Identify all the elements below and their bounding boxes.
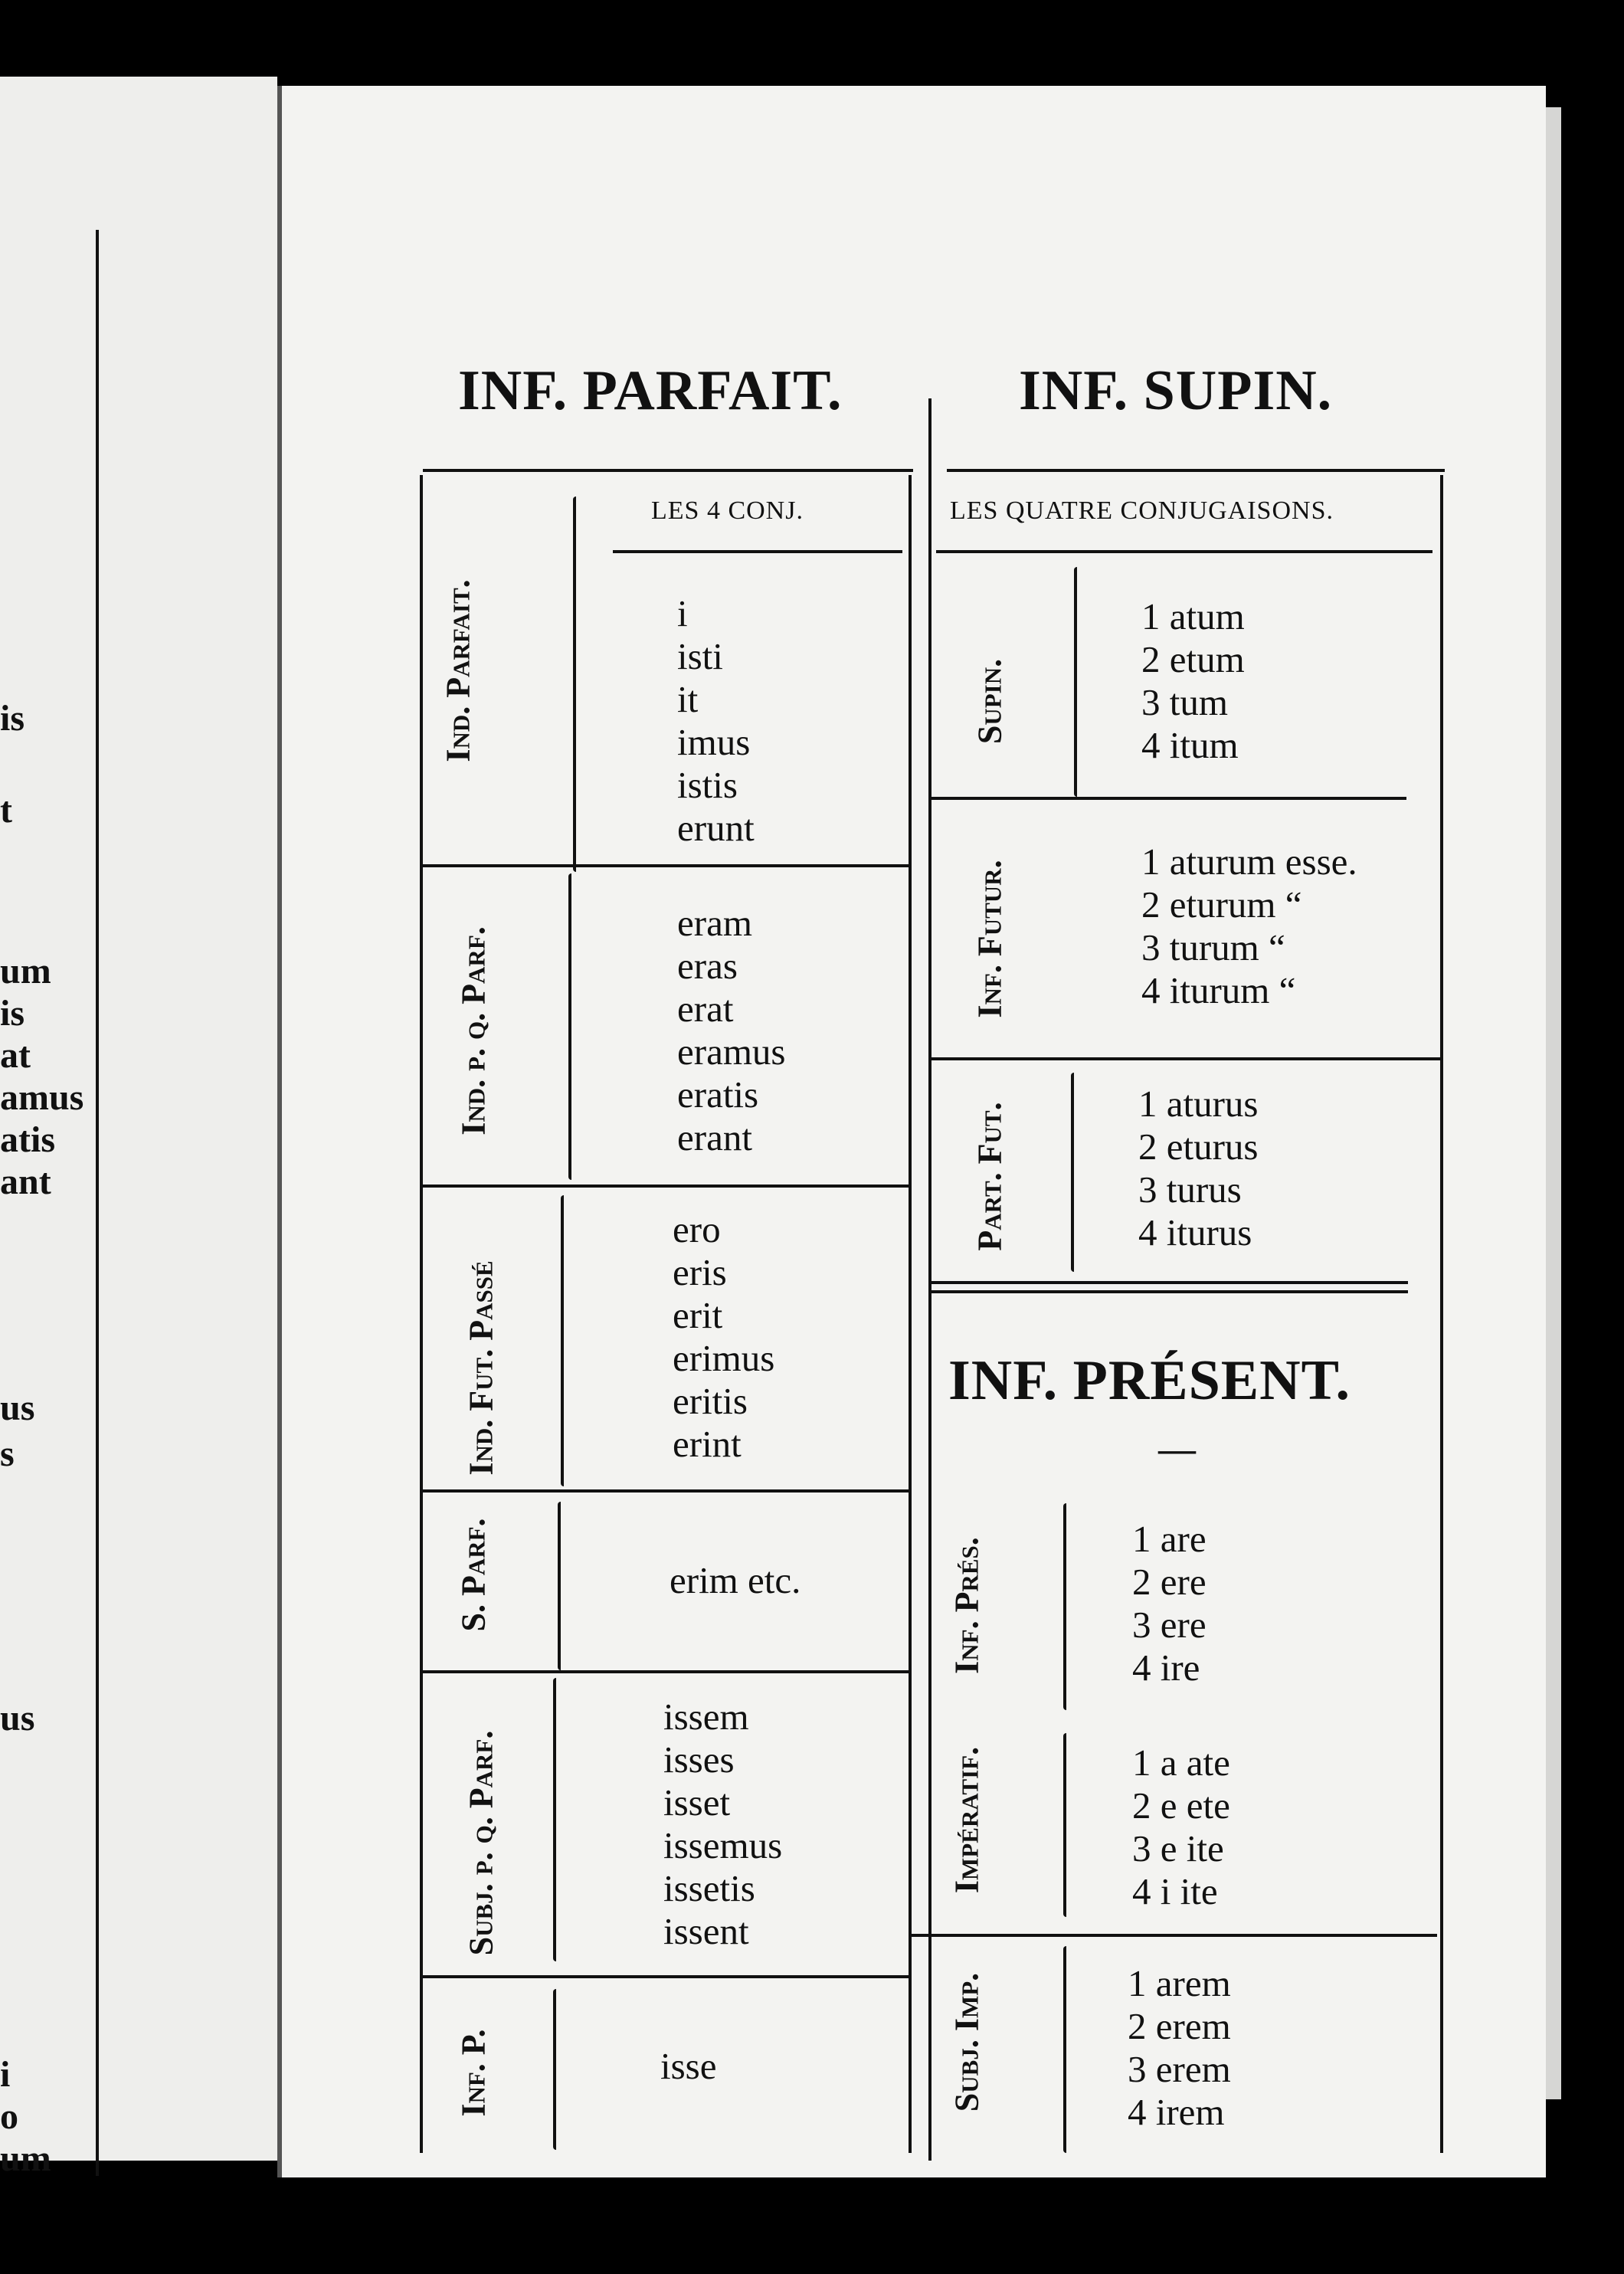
form: eris [673,1251,727,1293]
form: 4 iturus [1138,1211,1252,1253]
form: erant [677,1116,752,1158]
form: 4 i ite [1132,1870,1218,1912]
row-divider [909,1934,1437,1937]
label-ind-pq-parf: Ind. p. q. Parf. [454,926,493,1135]
form: issetis [663,1867,755,1909]
form: it [677,678,699,720]
label-inf-p: Inf. P. [454,2029,493,2117]
table-left-rule [420,475,423,2153]
form: 2 e ete [1132,1784,1230,1827]
table-right-rule [1440,475,1443,2153]
form: issem [663,1696,749,1738]
form: 1 are [1132,1518,1207,1560]
form: i [677,592,688,634]
form: 2 eturus [1138,1126,1259,1168]
form: issemus [663,1824,783,1866]
form: imus [677,721,751,763]
form: 4 ire [1132,1647,1200,1689]
form: eratis [677,1073,759,1116]
top-brace-right [947,469,1445,472]
form: eras [677,945,738,987]
form: isset [663,1781,731,1823]
form: 3 turus [1138,1168,1242,1211]
form: 3 turum “ [1141,926,1285,968]
form: 1 aturus [1138,1083,1259,1125]
label-imperatif: Impératif. [948,1746,986,1894]
form: erint [673,1423,742,1465]
subhead-brace-left [613,550,902,553]
fragment: t [0,790,12,831]
brace-ind-pq-parf [568,873,571,1180]
form: istis [677,764,738,806]
label-ind-parfait: Ind. Parfait. [439,579,477,762]
fragment: amus [0,1077,84,1118]
form: eramus [677,1031,786,1073]
brace-supin [1074,567,1077,797]
label-subj-imp: Subj. Imp. [948,1972,986,2112]
brace-s-parf [558,1502,561,1670]
brace-inf-p [553,1989,556,2150]
label-subj-pq-parf: Subj. p. q. Parf. [462,1730,500,1956]
fragment: us [0,1698,35,1738]
form: isses [663,1738,735,1781]
label-supin: Supin. [971,658,1009,745]
left-page-edge [0,77,277,2179]
form: erit [673,1294,723,1336]
form: 3 e ite [1132,1827,1224,1869]
brace-inf-pres [1063,1503,1066,1710]
fragment: i [0,2054,11,2095]
fragment: is [0,993,25,1034]
label-inf-pres: Inf. Prés. [948,1537,986,1674]
fragment: us [0,1388,35,1428]
form: erimus [673,1337,775,1379]
form: erunt [677,807,755,849]
form: 4 irem [1128,2091,1225,2133]
fragment: um [0,951,51,991]
subhead-les-quatre-conjugaisons: LES QUATRE CONJUGAISONS. [950,496,1334,525]
fragment: s [0,1434,15,1474]
fragment: at [0,1035,31,1076]
form: 1 aturum esse. [1141,840,1357,883]
form: isse [660,2045,717,2087]
table-center-rule [909,475,912,2153]
left-page-rule [96,230,99,2176]
form: 2 eturum “ [1141,883,1302,926]
subhead-les-4-conj: LES 4 CONJ. [651,496,804,525]
title-inf-parfait: INF. PARFAIT. [458,359,843,422]
form: 1 atum [1141,595,1245,637]
double-rule-bottom [928,1290,1408,1293]
brace-ind-parfait [573,496,576,872]
form: erat [677,988,734,1030]
row-divider [423,1489,909,1493]
form: 2 erem [1128,2005,1231,2047]
top-brace-left [423,469,913,472]
title-inf-supin: INF. SUPIN. [1019,359,1333,422]
form: ero [673,1208,721,1250]
form: 3 erem [1128,2048,1231,2090]
fragment: is [0,698,25,739]
brace-ind-fut-passe [561,1195,564,1486]
subhead-brace-right [936,550,1432,553]
form: 4 itum [1141,724,1239,766]
fragment: o [0,2096,18,2137]
brace-subj-imp [1063,1946,1066,2153]
fragment: um [0,2138,51,2179]
label-s-parf: S. Parf. [454,1518,493,1632]
row-divider [423,1185,909,1188]
form: 1 arem [1128,1962,1231,2004]
form: eritis [673,1380,748,1422]
label-part-fut: Part. Fut. [971,1102,1009,1251]
form: eram [677,902,752,944]
form: 2 etum [1141,638,1245,680]
fragment: atis [0,1119,55,1160]
form: isti [677,635,723,677]
form: 1 a ate [1132,1742,1230,1784]
form: issent [663,1910,749,1952]
fragment: ant [0,1162,51,1202]
brace-subj-pq-parf [553,1678,556,1961]
row-divider [423,1975,909,1978]
label-ind-fut-passe: Ind. Fut. Passé [462,1260,500,1476]
form: erim etc. [670,1559,801,1601]
title-inf-present: INF. PRÉSENT. [948,1349,1351,1412]
brace-part-fut [1071,1073,1074,1272]
label-inf-futur: Inf. Futur. [971,860,1009,1018]
form: 2 ere [1132,1561,1207,1603]
row-divider [423,864,909,867]
table-center-rule-2 [928,398,932,2161]
double-rule-top [928,1281,1408,1284]
form: 3 ere [1132,1604,1207,1646]
form: 3 tum [1141,681,1228,723]
brace-imperatif [1063,1733,1066,1917]
form: 4 iturum “ [1141,969,1296,1011]
present-dash: — [1158,1427,1196,1470]
